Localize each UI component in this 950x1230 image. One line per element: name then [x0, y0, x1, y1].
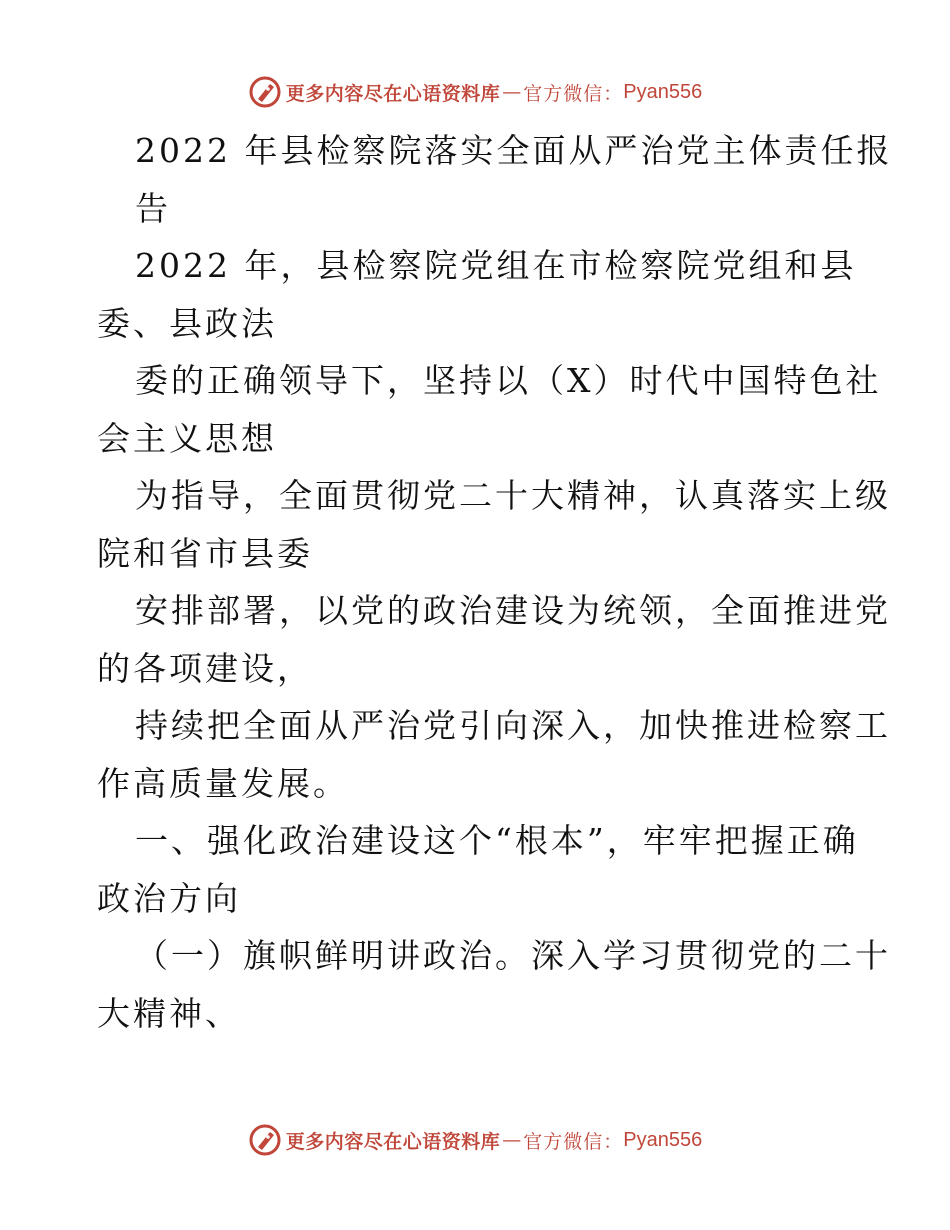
paragraph-line: 作高质量发展。 — [97, 763, 349, 803]
paragraph-line: 大精神、 — [97, 993, 241, 1033]
title-line-2: 告 — [135, 188, 171, 228]
paragraph-line: 会主义思想 — [97, 418, 277, 458]
banner-wechat-label: 官方微信： — [523, 82, 624, 105]
banner-brand-text: 更多内容尽在心语资料库 — [285, 82, 501, 105]
pen-nib-logo-icon — [248, 1123, 282, 1157]
title-line-1: 2022 年县检察院落实全面从严治党主体责任报 — [135, 131, 893, 170]
paragraph-line: 持续把全面从严治党引向深入，加快推进检察工 — [135, 706, 891, 745]
paragraph-line: 安排部署，以党的政治建设为统领，全面推进党 — [135, 591, 891, 630]
section-heading-line: 政治方向 — [97, 878, 241, 918]
document-body — [97, 122, 893, 1042]
paragraph-line: 2022 年，县检察院党组在市检察院党组和县 — [135, 246, 857, 285]
paragraph-line: 委、县政法 — [97, 303, 277, 343]
paragraph-line: 委的正确领导下，坚持以（X）时代中国特色社 — [135, 361, 882, 400]
pen-nib-logo-icon — [248, 75, 282, 109]
banner-dash: — — [502, 1129, 522, 1151]
header-banner — [0, 72, 950, 112]
banner-brand-text: 更多内容尽在心语资料库 — [285, 1130, 501, 1153]
banner-dash: — — [502, 81, 522, 103]
banner-wechat-id: Pyan556 — [623, 80, 703, 103]
banner-wechat-id: Pyan556 — [623, 1128, 703, 1151]
banner-wechat-label: 官方微信： — [523, 1130, 624, 1153]
section-heading-line: 一、强化政治建设这个“根本”，牢牢把握正确 — [135, 821, 859, 860]
footer-banner — [0, 1120, 950, 1160]
paragraph-line: 的各项建设， — [97, 648, 313, 688]
paragraph-line: （一）旗帜鲜明讲政治。深入学习贯彻党的二十 — [135, 936, 891, 975]
paragraph-line: 为指导，全面贯彻党二十大精神，认真落实上级 — [135, 476, 891, 515]
paragraph-line: 院和省市县委 — [97, 533, 313, 573]
